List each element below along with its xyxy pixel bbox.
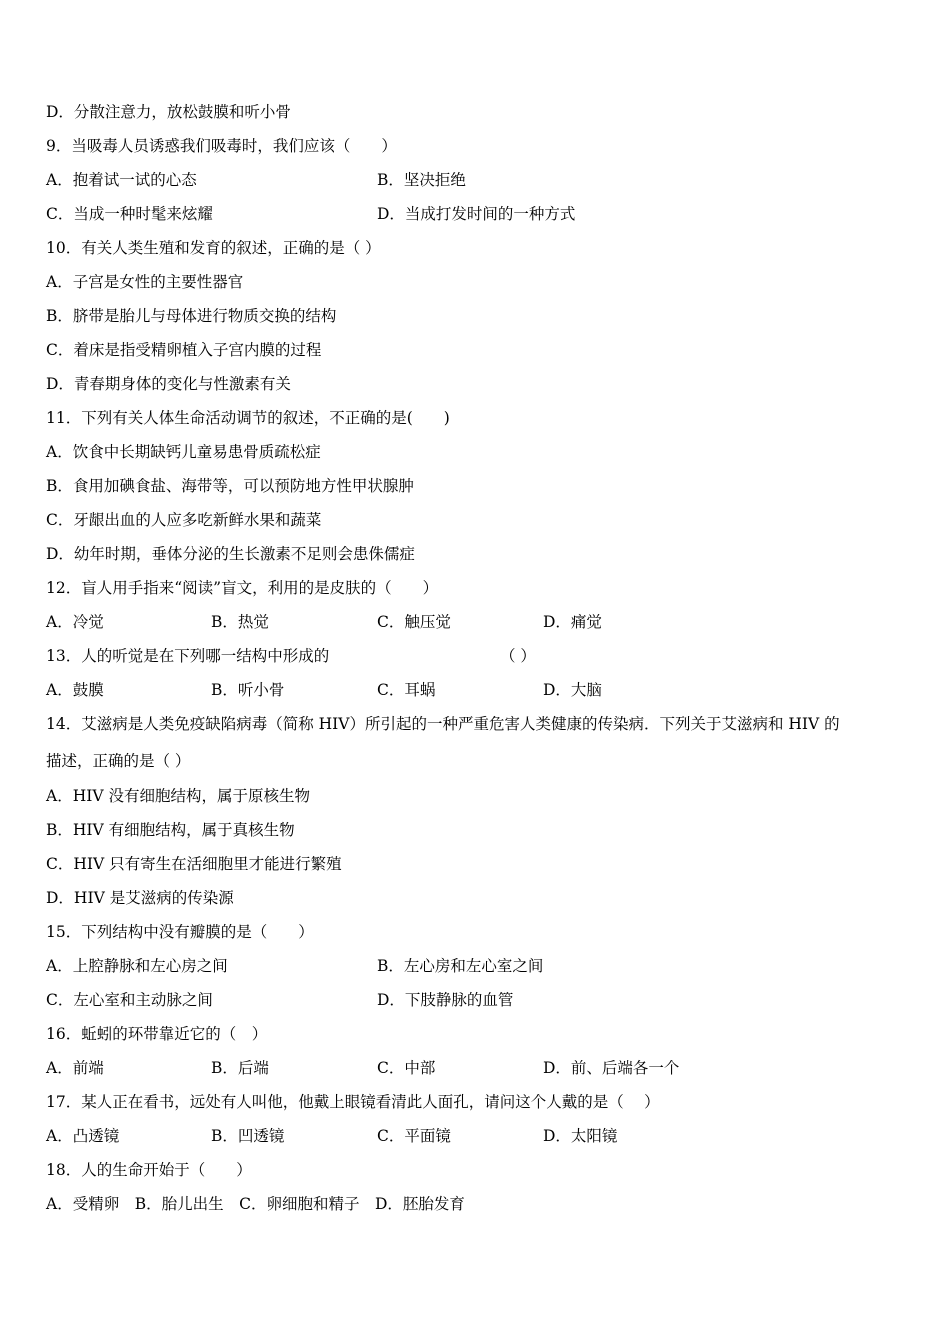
q14-stem-line1: 14．艾滋病是人类免疫缺陷病毒（简称 HIV）所引起的一种严重危害人类健康的传染病．下列关于艾滋病和 HIV 的 <box>46 715 840 733</box>
q12-option-c: C．触压觉 <box>377 613 451 631</box>
q16-stem: 16．蚯蚓的环带靠近它的（ ） <box>46 1025 268 1043</box>
q10-option-b: B．脐带是胎儿与母体进行物质交换的结构 <box>46 307 337 325</box>
q12-option-b: B．热觉 <box>211 613 269 631</box>
q17-option-b: B．凹透镜 <box>211 1127 285 1145</box>
q15-option-a: A．上腔静脉和左心房之间 <box>46 957 228 975</box>
q17-stem: 17．某人正在看书，远处有人叫他，他戴上眼镜看清此人面孔，请问这个人戴的是（ ） <box>46 1093 660 1111</box>
q10-stem: 10．有关人类生殖和发育的叙述，正确的是（ ） <box>46 239 381 257</box>
q15-option-c: C．左心室和主动脉之间 <box>46 991 213 1009</box>
q16-option-a: A．前端 <box>46 1059 104 1077</box>
q12-stem: 12．盲人用手指来“阅读”盲文，利用的是皮肤的（ ） <box>46 579 439 597</box>
q11-option-b: B．食用加碘食盐、海带等，可以预防地方性甲状腺肿 <box>46 477 414 495</box>
q12-option-d: D．痛觉 <box>543 613 602 631</box>
q13-option-a: A．鼓膜 <box>46 681 104 699</box>
q15-stem: 15．下列结构中没有瓣膜的是（ ） <box>46 923 314 941</box>
q13-option-d: D．大脑 <box>543 681 602 699</box>
q13-option-c: C．耳蜗 <box>377 681 436 699</box>
q14-stem-line2: 描述，正确的是（ ） <box>46 752 191 770</box>
q14-option-d: D．HIV 是艾滋病的传染源 <box>46 889 234 907</box>
q16-option-d: D．前、后端各一个 <box>543 1059 680 1077</box>
q13-option-b: B．听小骨 <box>211 681 285 699</box>
q13-answer-paren: （ ） <box>500 647 536 665</box>
q17-option-a: A．凸透镜 <box>46 1127 120 1145</box>
q10-option-a: A．子宫是女性的主要性器官 <box>46 273 244 291</box>
q17-option-c: C．平面镜 <box>377 1127 451 1145</box>
q11-option-a: A．饮食中长期缺钙儿童易患骨质疏松症 <box>46 443 321 461</box>
q9-option-b: B．坚决拒绝 <box>377 171 466 189</box>
q11-option-c: C．牙龈出血的人应多吃新鲜水果和蔬菜 <box>46 511 322 529</box>
q13-stem: 13．人的听觉是在下列哪一结构中形成的 <box>46 647 330 665</box>
q10-option-c: C．着床是指受精卵植入子宫内膜的过程 <box>46 341 322 359</box>
q12-option-a: A．冷觉 <box>46 613 104 631</box>
q18-options: A．受精卵 B．胎儿出生 C．卵细胞和精子 D．胚胎发育 <box>46 1195 465 1213</box>
q14-option-c: C．HIV 只有寄生在活细胞里才能进行繁殖 <box>46 855 342 873</box>
q9-option-d: D．当成打发时间的一种方式 <box>377 205 576 223</box>
q11-option-d: D．幼年时期，垂体分泌的生长激素不足则会患侏儒症 <box>46 545 415 563</box>
q15-option-d: D．下肢静脉的血管 <box>377 991 514 1009</box>
q8-option-d: D．分散注意力，放松鼓膜和听小骨 <box>46 103 291 121</box>
q9-option-c: C．当成一种时髦来炫耀 <box>46 205 213 223</box>
q17-option-d: D．太阳镜 <box>543 1127 618 1145</box>
q11-stem: 11．下列有关人体生命活动调节的叙述，不正确的是( ) <box>46 409 450 427</box>
q15-option-b: B．左心房和左心室之间 <box>377 957 544 975</box>
q16-option-b: B．后端 <box>211 1059 269 1077</box>
q10-option-d: D．青春期身体的变化与性激素有关 <box>46 375 291 393</box>
q9-stem: 9．当吸毒人员诱惑我们吸毒时，我们应该（ ） <box>46 137 397 155</box>
q16-option-c: C．中部 <box>377 1059 436 1077</box>
q14-option-b: B．HIV 有细胞结构，属于真核生物 <box>46 821 295 839</box>
q9-option-a: A．抱着试一试的心态 <box>46 171 197 189</box>
q18-stem: 18．人的生命开始于（ ） <box>46 1161 252 1179</box>
q14-option-a: A．HIV 没有细胞结构，属于原核生物 <box>46 787 310 805</box>
